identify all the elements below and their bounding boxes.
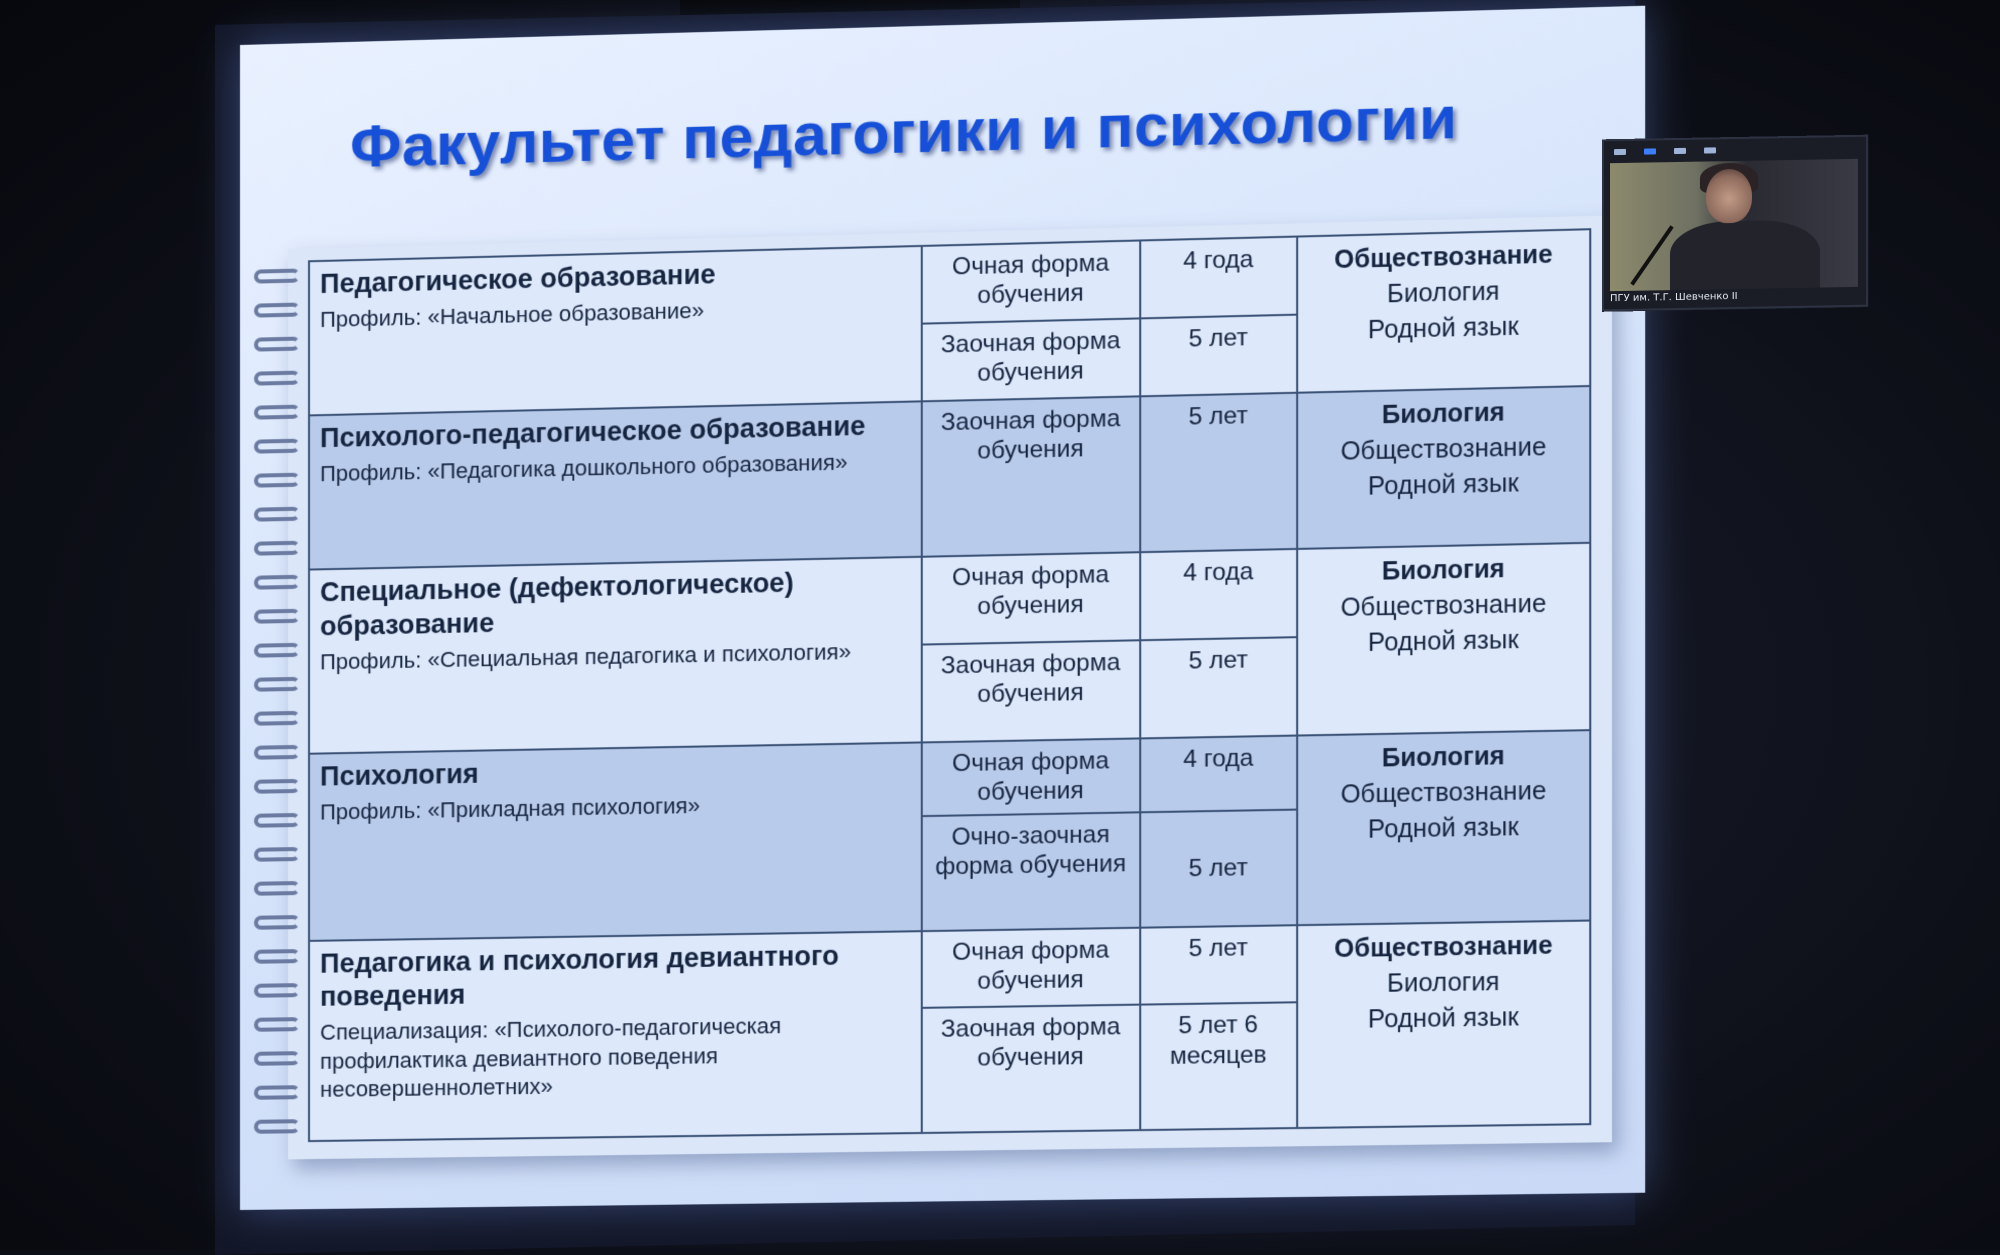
study-form: Очная форма обучения xyxy=(922,738,1140,815)
exam-subjects xyxy=(1297,543,1590,736)
study-duration: 5 лет xyxy=(1140,393,1297,552)
program-profile: Профиль: «Прикладная психология» xyxy=(320,792,700,825)
program-cell xyxy=(309,931,922,1141)
subject: Родной язык xyxy=(1367,469,1519,501)
video-toolbar xyxy=(1610,141,1864,159)
subject: Обществознание xyxy=(1340,432,1547,466)
program-name: Педагогика и психология девиантного поведения xyxy=(320,940,839,1013)
study-duration: 4 года xyxy=(1140,549,1297,640)
program-name: Психология xyxy=(320,758,479,792)
subject: Биология xyxy=(1386,967,1500,998)
program-name: Педагогическое образование xyxy=(320,259,716,300)
program-cell xyxy=(309,742,922,940)
presentation-slide xyxy=(240,6,1645,1210)
video-caption: ПГУ им. Т.Г. Шевченко II xyxy=(1610,290,1738,305)
program-cell xyxy=(309,246,922,415)
spiral-binding-icon xyxy=(254,268,304,1149)
subject-primary: Биология xyxy=(1381,398,1505,430)
subject-primary: Обществознание xyxy=(1334,930,1553,963)
program-cell xyxy=(309,557,922,754)
study-form: Заочная форма обучения xyxy=(922,640,1140,742)
study-form: Заочная форма обучения xyxy=(922,1004,1140,1132)
subject-primary: Биология xyxy=(1381,741,1505,773)
study-duration: 5 лет 6 месяцев xyxy=(1140,1002,1297,1130)
subject: Обществознание xyxy=(1340,776,1547,809)
study-form: Очно-заочная форма обучения xyxy=(922,812,1140,931)
program-profile: Специализация: «Психолого-педагогическая профилактика девиантного поведения несовершеннолетних» xyxy=(320,1012,782,1103)
program-profile: Профиль: «Специальная педагогика и психология» xyxy=(320,638,852,674)
slide-title: Факультет педагогики и психологии xyxy=(350,83,1458,181)
subject-primary: Биология xyxy=(1381,554,1505,586)
program-name: Специальное (дефектологическое) образование xyxy=(320,567,794,642)
study-form: Очная форма обучения xyxy=(922,552,1140,644)
exam-subjects xyxy=(1297,920,1590,1128)
program-name: Психолого-педагогическое образование xyxy=(320,410,866,454)
subject: Родной язык xyxy=(1367,1002,1519,1034)
camera-icon[interactable] xyxy=(1644,148,1656,154)
notebook-panel xyxy=(288,215,1612,1159)
study-form: Заочная форма обучения xyxy=(922,396,1140,556)
subject-primary: Обществознание xyxy=(1334,240,1553,275)
program-profile: Профиль: «Педагогика дошкольного образования» xyxy=(320,449,848,486)
speaker-figure xyxy=(1670,220,1820,292)
study-form: Очная форма обучения xyxy=(922,927,1140,1007)
study-duration: 5 лет xyxy=(1140,315,1297,397)
study-duration: 5 лет xyxy=(1140,925,1297,1004)
exam-subjects xyxy=(1297,229,1590,393)
table-row xyxy=(309,386,1590,570)
video-feed xyxy=(1610,159,1858,291)
microphone-icon xyxy=(1630,225,1673,285)
study-duration: 4 года xyxy=(1140,237,1297,319)
layout-icon[interactable] xyxy=(1674,148,1686,154)
programs-table xyxy=(308,228,1591,1141)
subject: Обществознание xyxy=(1340,589,1547,623)
program-cell xyxy=(309,401,922,569)
study-duration: 5 лет xyxy=(1140,809,1297,927)
minimize-icon[interactable] xyxy=(1614,149,1626,155)
study-duration: 4 года xyxy=(1140,736,1297,812)
subject: Биология xyxy=(1386,277,1500,309)
study-duration: 5 лет xyxy=(1140,637,1297,738)
exam-subjects xyxy=(1297,730,1590,925)
exam-subjects xyxy=(1297,386,1590,549)
study-form: Очная форма обучения xyxy=(922,240,1140,323)
subject: Родной язык xyxy=(1367,625,1519,658)
study-form: Заочная форма обучения xyxy=(922,318,1140,401)
program-profile: Профиль: «Начальное образование» xyxy=(320,297,705,332)
video-call-overlay xyxy=(1602,135,1868,312)
subject: Родной язык xyxy=(1367,812,1519,844)
subject: Родной язык xyxy=(1367,312,1519,345)
speaker-face xyxy=(1706,169,1752,224)
grid-icon[interactable] xyxy=(1704,147,1716,153)
